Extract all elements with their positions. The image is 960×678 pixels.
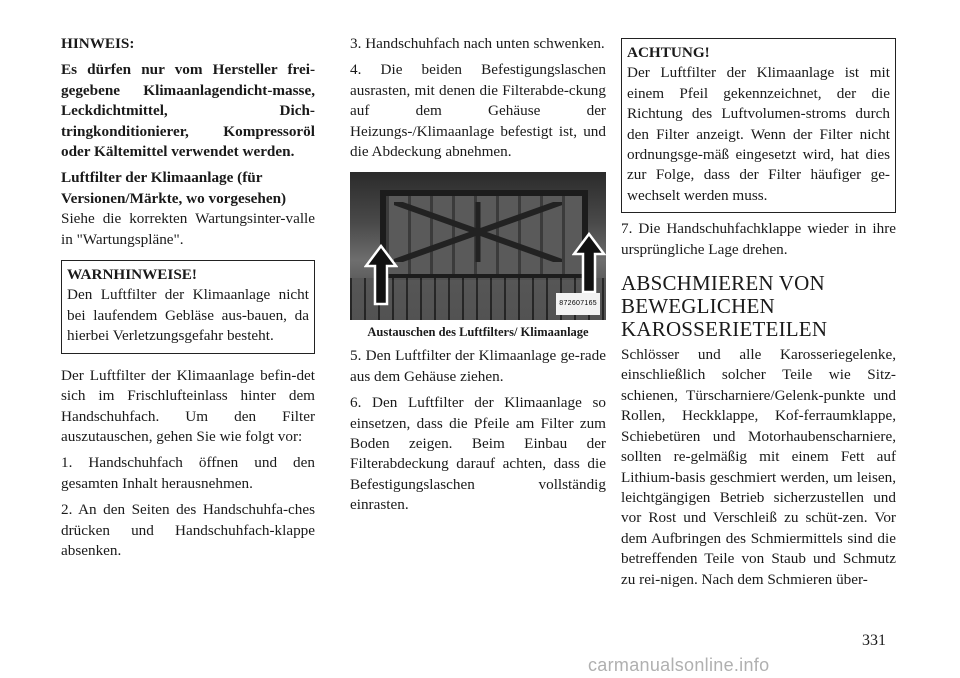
- left-column: [61, 34, 315, 567]
- step-7: 7. Die Handschuhfachklappe wieder in ihre ursprüngliche Lage drehen.: [621, 220, 896, 258]
- location-paragraph: Der Luftfilter der Klimaanlage befin-det sich im Frischlufteinlass hinter dem Handschuhfach. Um den Filter auszutauschen, gehen Sie wie folgt vor:: [61, 366, 315, 445]
- caution-text: Der Luftfilter der Klimaanlage ist mit einem Pfeil gekennzeichnet, der die Richtung des Luftvolumen-stroms durch den Filter anzeigt. Wenn der Filter nicht ordnungsge-mäß eingesetzt wird, hat dies zur Folge, dass der Filter häufiger ge-wechselt werden muss.: [627, 64, 890, 204]
- step-4: 4. Die beiden Befestigungslaschen ausrasten, mit denen die Filterabde-ckung auf dem Gehäuse der Heizungs-/Klimaanlage befestigt ist, und die Abdeckung abnehmen.: [350, 61, 606, 161]
- arrow-up-icon: [572, 232, 606, 294]
- filter-cross-bracing: [394, 202, 562, 262]
- right-column: [621, 34, 896, 596]
- step-6: 6. Den Luftfilter der Klimaanlage so einsetzen, dass die Pfeile am Filter zum Boden zeigen. Beim Einbau der Filterabdeckung darauf achten, dass die Befestigungslaschen vollständig einrasten.: [350, 394, 606, 514]
- section-text: Schlösser und alle Karosseriegelenke, einschließlich solcher Teile wie Sitz-schienen, Türscharniere/Gelenk-punkte und Rollen, Heckklappe, Kof-ferraumklappe, Schiebetüren und Motorhaubenscharniere, sollten re-gelmäßig mit einem Fett auf Lithium-basis geschmiert werden, um leisen, leichtgängigen Betrieb sicherzustellen und vor Rost und Verschleiß zu schüt-zen. Vor dem Aufbringen des Schmiermittels sind die betreffenden Teile von Staub und Schmutz zu rei-nigen. Nach dem Schmieren über-: [621, 346, 896, 588]
- step-2: 2. An den Seiten des Handschuhfa-ches drücken und Handschuhfach-klappe absenken.: [61, 501, 315, 559]
- note-text: Es dürfen nur vom Hersteller frei-gegebene Klimaanlagendicht-masse, Leckdichtmittel, Dich-tringkonditionierer, Kompressoröl oder Kältemittel verwendet werden.: [61, 61, 315, 161]
- warning-text: Den Luftfilter der Klimaanlage nicht bei laufendem Gebläse aus-bauen, da hierbei Verletzungsgefahr besteht.: [67, 286, 309, 345]
- step-5: 5. Den Luftfilter der Klimaanlage ge-rade aus dem Gehäuse ziehen.: [350, 347, 606, 385]
- note-heading: HINWEIS:: [61, 35, 135, 52]
- watermark: carmanualsonline.info: [588, 655, 770, 675]
- page-number: 331: [862, 632, 886, 649]
- step-1: 1. Handschuhfach öffnen und den gesamten Inhalt herausnehmen.: [61, 454, 315, 492]
- caution-box: [621, 38, 896, 213]
- step-3: 3. Handschuhfach nach unten schwenken.: [350, 35, 605, 52]
- image-caption: Austauschen des Luftfilters/ Klimaanlage: [367, 325, 589, 340]
- caution-title: ACHTUNG!: [627, 44, 710, 61]
- filter-heading: Luftfilter der Klimaanlage (für Versionen/Märkte, wo vorgesehen): [61, 169, 287, 207]
- arrow-up-icon: [364, 244, 398, 306]
- filter-intro: Siehe die korrekten Wartungsinter-valle in "Wartungspläne".: [61, 210, 315, 248]
- filter-photo: [350, 172, 606, 320]
- image-code: 872607165: [556, 293, 600, 315]
- section-heading: ABSCHMIEREN VON BEWEGLICHEN KAROSSERIETEILEN: [621, 271, 828, 342]
- middle-column: [350, 34, 606, 522]
- warning-box: [61, 260, 315, 354]
- warning-title: WARNHINWEISE!: [67, 266, 197, 284]
